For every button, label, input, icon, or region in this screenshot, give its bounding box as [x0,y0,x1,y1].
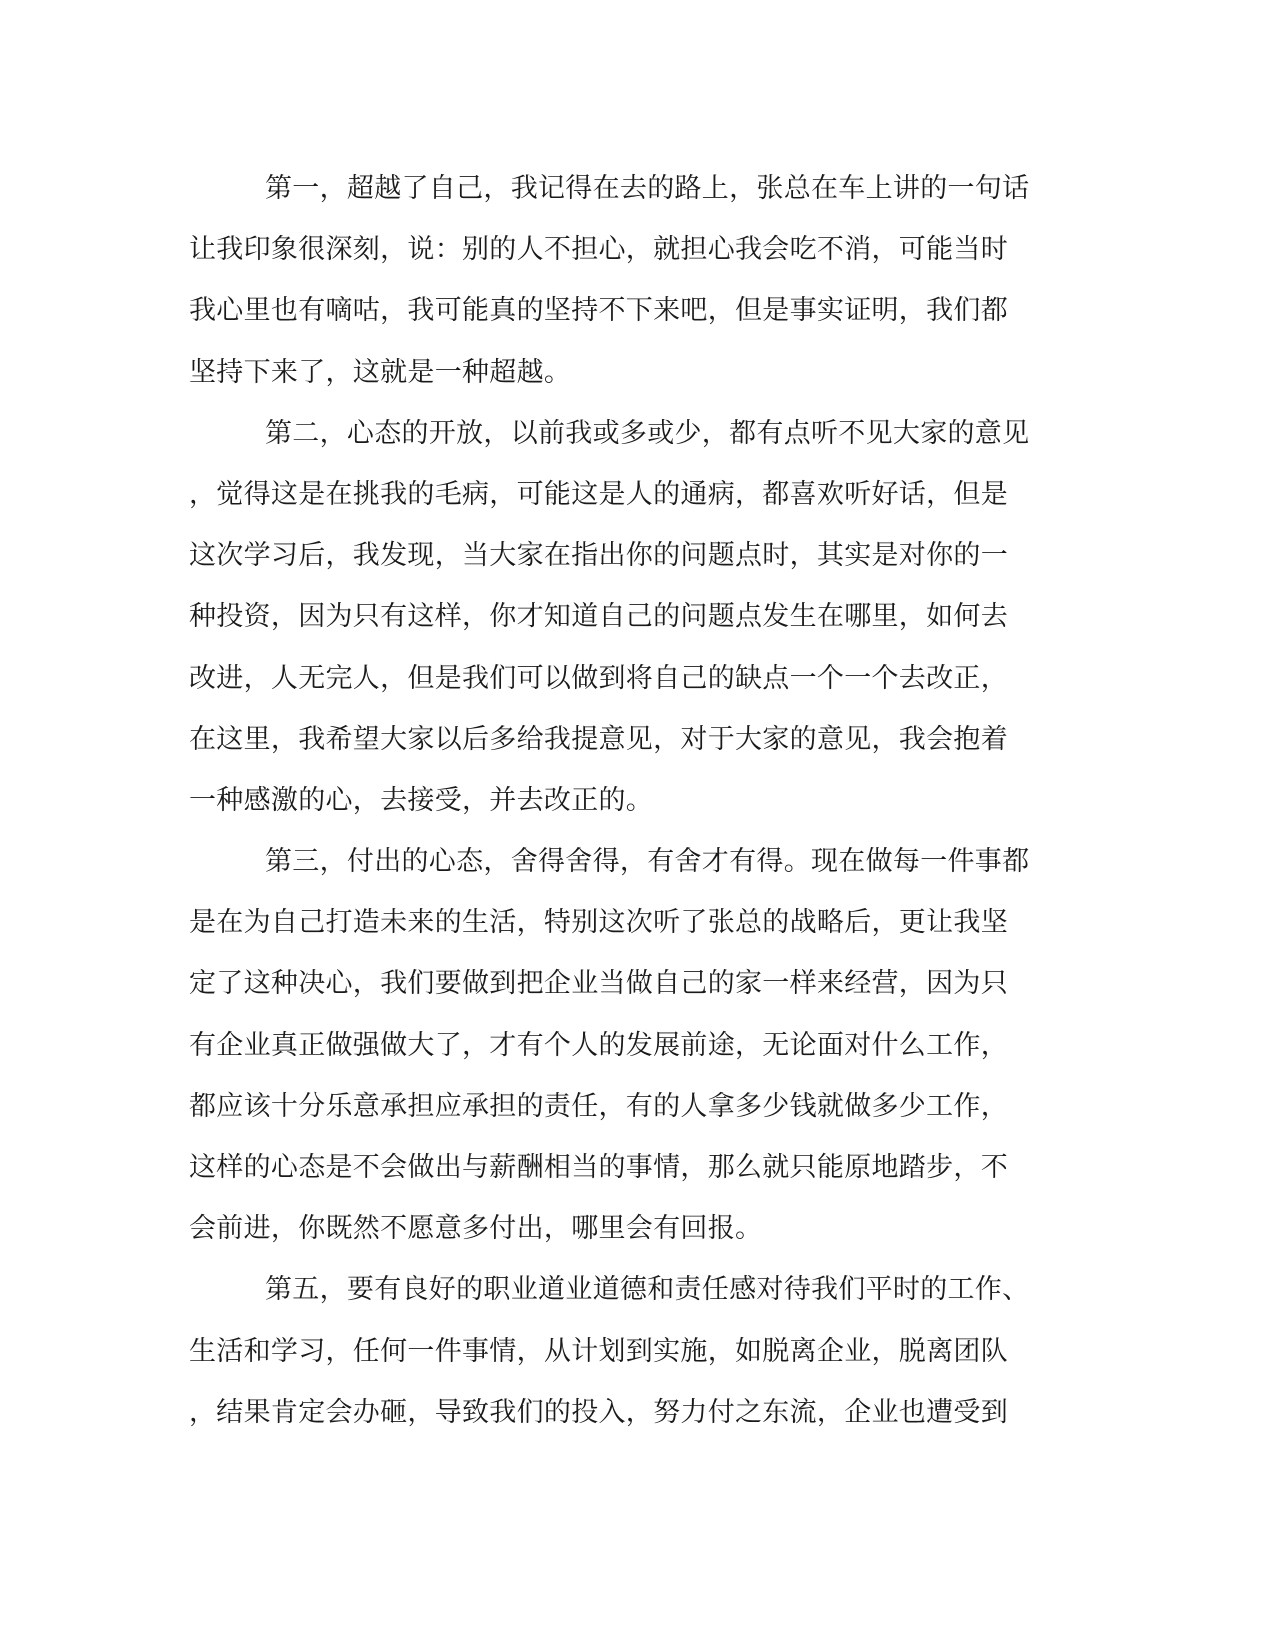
paragraph-4 [189,1259,1089,1443]
text-line: 有企业真正做强做大了，才有个人的发展前途，无论面对什么工作， [189,1029,1008,1061]
text-line: ，结果肯定会办砸，导致我们的投入，努力付之东流，企业也遭受到 [189,1396,1008,1428]
text-line: 第五，要有良好的职业道业道德和责任感对待我们平时的工作、 [265,1274,1030,1306]
text-line: 一种感激的心，去接受，并去改正的。 [189,784,654,816]
text-line: 第一，超越了自己，我记得在去的路上，张总在车上讲的一句话 [265,173,1030,204]
paragraph-1 [189,158,1089,403]
text-line: 我心里也有嘀咕，我可能真的坚持不下来吧，但是事实证明，我们都 [189,295,1008,327]
paragraph-2 [189,403,1089,831]
text-line: 种投资，因为只有这样，你才知道自己的问题点发生在哪里，如何去 [189,601,1008,633]
text-line: 都应该十分乐意承担应承担的责任，有的人拿多少钱就做多少工作， [189,1090,1008,1122]
document-body [189,158,1089,1443]
text-line: 生活和学习，任何一件事情，从计划到实施，如脱离企业，脱离团队 [189,1335,1008,1367]
text-line: 在这里，我希望大家以后多给我提意见，对于大家的意见，我会抱着 [189,723,1008,755]
text-line: 第二，心态的开放，以前我或多或少，都有点听不见大家的意见 [265,417,1030,449]
text-line: 改进，人无完人，但是我们可以做到将自己的缺点一个一个去改正， [189,662,1008,694]
text-line: 会前进，你既然不愿意多付出，哪里会有回报。 [189,1213,763,1245]
text-line: 让我印象很深刻，说：别的人不担心，就担心我会吃不消，可能当时 [189,234,1008,266]
text-line: 是在为自己打造未来的生活，特别这次听了张总的战略后，更让我坚 [189,907,1008,939]
text-line: 这次学习后，我发现，当大家在指出你的问题点时，其实是对你的一 [189,540,1008,572]
paragraph-3 [189,831,1089,1259]
text-line: 定了这种决心，我们要做到把企业当做自己的家一样来经营，因为只 [189,968,1008,1000]
text-line: 这样的心态是不会做出与薪酬相当的事情，那么就只能原地踏步，不 [189,1152,1008,1183]
text-line: 坚持下来了，这就是一种超越。 [189,356,572,388]
text-line: 第三，付出的心态，舍得舍得，有舍才有得。现在做每一件事都 [265,846,1030,878]
text-line: ，觉得这是在挑我的毛病，可能这是人的通病，都喜欢听好话，但是 [189,478,1008,510]
